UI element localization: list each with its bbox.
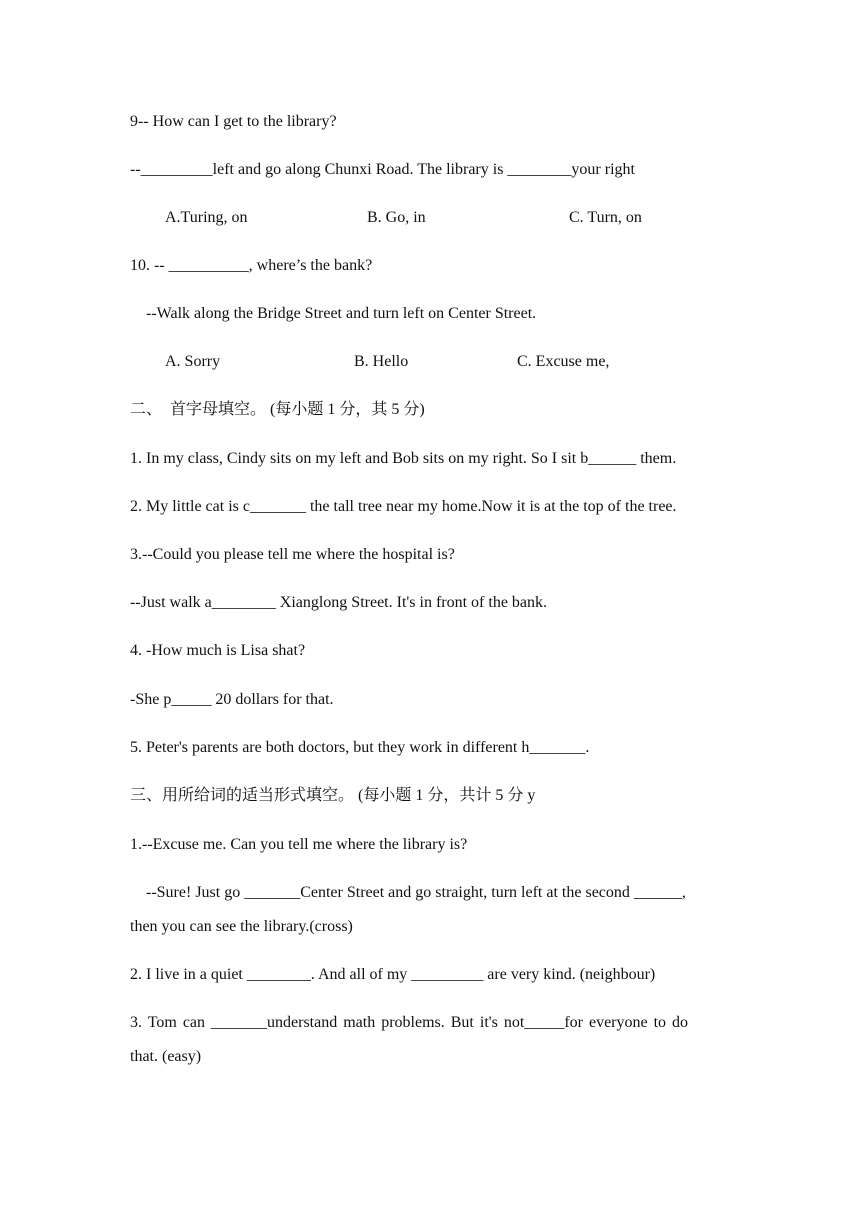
- section2-item-4-answer: -She p_____ 20 dollars for that.: [130, 691, 334, 708]
- q9-option-b: B. Go, in: [367, 209, 426, 226]
- section2-item-3-question: 3.--Could you please tell me where the hospital is?: [130, 546, 455, 563]
- q9-answer-line: --_________left and go along Chunxi Road. The library is ________your right: [130, 161, 635, 178]
- q9-question: 9-- How can I get to the library?: [130, 113, 337, 130]
- section2-item-3-answer: --Just walk a________ Xianglong Street. It's in front of the bank.: [130, 594, 548, 611]
- section2-item-4-question: 4. -How much is Lisa shat?: [130, 642, 306, 659]
- section2-heading: 二、 首字母填空。 (每小题 1 分，其 5 分): [130, 401, 425, 418]
- q10-option-c: C. Excuse me,: [517, 353, 610, 370]
- section3-item-1-answer: --Sure! Just go _______Center Street and go straight, turn left at the second ______,: [146, 884, 686, 901]
- section3-item-3-continuation: that. (easy): [130, 1048, 202, 1065]
- section3-item-2: 2. I live in a quiet ________. And all of my _________ are very kind. (neighbour): [130, 966, 656, 983]
- q9-option-c: C. Turn, on: [569, 209, 642, 226]
- q10-question: 10. -- __________, where’s the bank?: [130, 257, 373, 274]
- q10-option-a: A. Sorry: [165, 353, 221, 370]
- section2-item-2: 2. My little cat is c_______ the tall tree near my home.Now it is at the top of the tree.: [130, 498, 677, 515]
- section3-item-1-question: 1.--Excuse me. Can you tell me where the library is?: [130, 836, 468, 853]
- section2-item-1: 1. In my class, Cindy sits on my left and Bob sits on my right. So I sit b______ them.: [130, 450, 677, 467]
- section3-heading: 三、用所给词的适当形式填空。 (每小题 1 分，共计 5 分 y: [130, 787, 536, 804]
- q10-option-b: B. Hello: [354, 353, 409, 370]
- section3-item-1-continuation: then you can see the library.(cross): [130, 918, 353, 935]
- section3-item-3: 3. Tom can _______understand math problems. But it's not_____for everyone to do: [130, 1014, 689, 1031]
- q10-answer-line: --Walk along the Bridge Street and turn left on Center Street.: [146, 305, 537, 322]
- section2-item-5: 5. Peter's parents are both doctors, but they work in different h_______.: [130, 739, 590, 756]
- q9-option-a: A.Turing, on: [165, 209, 248, 226]
